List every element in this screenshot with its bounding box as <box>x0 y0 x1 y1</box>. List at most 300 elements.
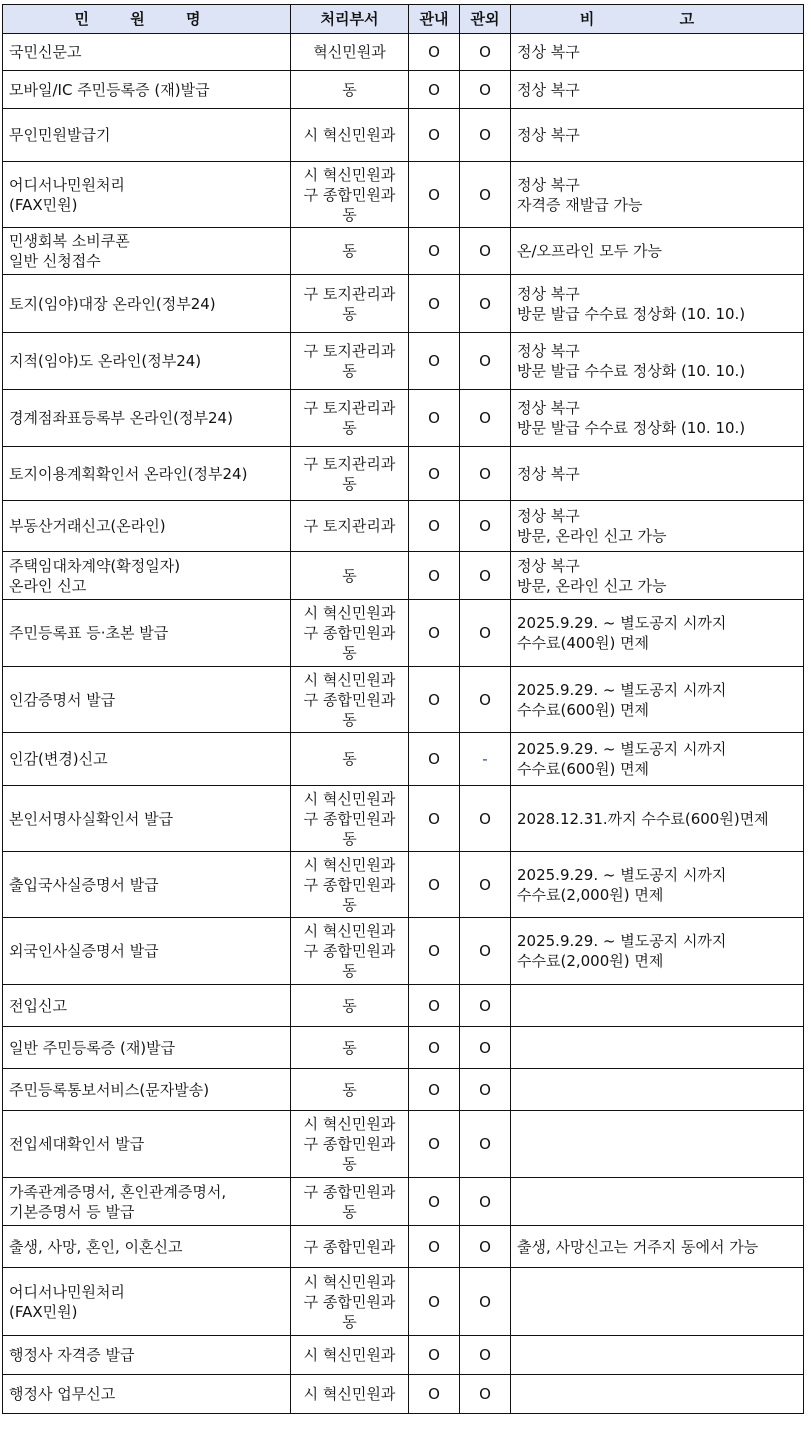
cell-remarks <box>511 1178 804 1226</box>
cell-out-jurisdiction <box>460 1069 511 1111</box>
cell-service-name <box>3 333 291 390</box>
civil-service-status-table <box>2 4 804 1414</box>
cell-out-jurisdiction-value: O <box>479 294 491 313</box>
cell-out-jurisdiction-value: O <box>479 1192 491 1211</box>
cell-service-name <box>3 1027 291 1069</box>
cell-in-jurisdiction <box>409 1178 460 1226</box>
cell-service-name-line: 행정사 업무신고 <box>9 1385 116 1403</box>
table-row <box>3 34 804 71</box>
cell-out-jurisdiction-value: - <box>482 750 488 768</box>
cell-service-name-line: 모바일/IC 주민등록증 (재)발급 <box>9 80 210 99</box>
cell-service-name <box>3 1226 291 1268</box>
cell-in-jurisdiction-value: O <box>428 43 440 61</box>
cell-remarks-line: 수수료(600원) 면제 <box>517 760 650 778</box>
cell-department <box>291 918 409 985</box>
cell-out-jurisdiction-value: O <box>479 464 491 483</box>
cell-out-jurisdiction-value: O <box>479 1038 491 1057</box>
cell-department-line: 시 혁신민원과 <box>303 604 396 622</box>
cell-in-jurisdiction <box>409 447 460 501</box>
cell-in-jurisdiction-value: O <box>428 1385 440 1403</box>
cell-remarks <box>511 600 804 667</box>
cell-department-line: 구 토지관리과 <box>303 517 396 535</box>
cell-service-name <box>3 501 291 552</box>
cell-remarks <box>511 1226 804 1268</box>
cell-in-jurisdiction-value: O <box>428 1080 440 1099</box>
cell-department-line: 동 <box>342 1202 357 1221</box>
cell-remarks <box>511 390 804 447</box>
table-header-row <box>3 5 804 34</box>
cell-service-name-line: (FAX민원) <box>9 195 78 214</box>
cell-department-line: 동 <box>342 419 357 437</box>
cell-remarks-line: 정상 복구 <box>517 464 580 483</box>
cell-department-line: 구 종합민원과 <box>303 690 396 709</box>
cell-out-jurisdiction <box>460 333 511 390</box>
cell-department-line: 동 <box>342 1038 357 1057</box>
cell-in-jurisdiction <box>409 552 460 600</box>
cell-out-jurisdiction <box>460 1268 511 1336</box>
cell-department <box>291 228 409 275</box>
table-row <box>3 600 804 667</box>
cell-in-jurisdiction <box>409 733 460 786</box>
cell-service-name-line: 어디서나민원처리 <box>9 1282 125 1301</box>
cell-in-jurisdiction-value: O <box>428 1135 440 1153</box>
cell-out-jurisdiction-value: O <box>479 185 491 204</box>
cell-service-name-line: 무인민원발급기 <box>9 126 111 144</box>
cell-in-jurisdiction-value: O <box>428 624 440 642</box>
cell-remarks-line: 2025.9.29. ~ 별도공지 시까지 <box>517 740 727 758</box>
cell-out-jurisdiction-value: O <box>479 242 491 260</box>
cell-department-line: 시 혁신민원과 <box>303 1385 396 1403</box>
cell-service-name <box>3 552 291 600</box>
cell-remarks <box>511 109 804 162</box>
cell-service-name-line: 인감증명서 발급 <box>9 690 116 709</box>
cell-service-name <box>3 918 291 985</box>
cell-in-jurisdiction <box>409 600 460 667</box>
cell-in-jurisdiction-value: O <box>428 80 440 99</box>
cell-remarks <box>511 1027 804 1069</box>
cell-department-line: 구 종합민원과 <box>303 1135 396 1153</box>
cell-service-name-line: 출생, 사망, 혼인, 이혼신고 <box>9 1237 183 1256</box>
cell-service-name-line: 일반 신청접수 <box>9 252 101 270</box>
cell-service-name-line: 출입국사실증명서 발급 <box>9 875 159 894</box>
cell-in-jurisdiction <box>409 852 460 918</box>
cell-department-line: 구 종합민원과 <box>303 1182 396 1201</box>
table-row <box>3 162 804 228</box>
cell-service-name-line: 일반 주민등록증 (재)발급 <box>9 1038 176 1057</box>
cell-out-jurisdiction-value: O <box>479 80 491 99</box>
table-row <box>3 1336 804 1375</box>
cell-department-line: 구 종합민원과 <box>303 624 396 642</box>
cell-out-jurisdiction <box>460 228 511 275</box>
cell-out-jurisdiction <box>460 786 511 852</box>
cell-service-name-line: 행정사 자격증 발급 <box>9 1346 135 1364</box>
table-row <box>3 985 804 1027</box>
cell-department-line: 동 <box>342 242 357 260</box>
cell-department <box>291 1336 409 1375</box>
cell-out-jurisdiction-value: O <box>479 126 491 144</box>
cell-remarks-line: 방문, 온라인 신고 가능 <box>517 527 667 545</box>
cell-in-jurisdiction <box>409 1069 460 1111</box>
cell-in-jurisdiction-value: O <box>428 809 440 828</box>
cell-in-jurisdiction <box>409 71 460 109</box>
cell-out-jurisdiction <box>460 733 511 786</box>
cell-remarks-line: 정상 복구 <box>517 284 580 303</box>
cell-department <box>291 852 409 918</box>
cell-service-name-line: 주민등록표 등·초본 발급 <box>9 624 169 642</box>
cell-out-jurisdiction <box>460 71 511 109</box>
cell-out-jurisdiction <box>460 501 511 552</box>
cell-out-jurisdiction <box>460 1226 511 1268</box>
cell-in-jurisdiction <box>409 162 460 228</box>
cell-department <box>291 1178 409 1226</box>
table-row <box>3 852 804 918</box>
cell-remarks-line: 온/오프라인 모두 가능 <box>517 242 663 260</box>
cell-service-name <box>3 109 291 162</box>
cell-department-line: 구 토지관리과 <box>303 399 396 417</box>
cell-in-jurisdiction-value: O <box>428 942 440 960</box>
cell-remarks-line: 정상 복구 <box>517 399 580 417</box>
cell-department-line: 동 <box>342 80 357 99</box>
cell-service-name-line: 외국인사실증명서 발급 <box>9 942 159 960</box>
cell-in-jurisdiction-value: O <box>428 1292 440 1311</box>
cell-service-name <box>3 600 291 667</box>
cell-department <box>291 34 409 71</box>
cell-in-jurisdiction <box>409 390 460 447</box>
cell-remarks <box>511 333 804 390</box>
cell-department-line: 구 토지관리과 <box>303 284 396 303</box>
cell-in-jurisdiction-value: O <box>428 1346 440 1364</box>
table-row <box>3 1178 804 1226</box>
cell-remarks-line: 정상 복구 <box>517 126 580 144</box>
cell-service-name <box>3 667 291 733</box>
cell-out-jurisdiction <box>460 1375 511 1414</box>
cell-remarks-line: 2025.9.29. ~ 별도공지 시까지 <box>517 614 727 632</box>
cell-out-jurisdiction <box>460 109 511 162</box>
cell-out-jurisdiction <box>460 34 511 71</box>
cell-out-jurisdiction-value: O <box>479 996 491 1015</box>
cell-department <box>291 985 409 1027</box>
cell-service-name-line: 전입세대확인서 발급 <box>9 1135 145 1153</box>
cell-out-jurisdiction-value: O <box>479 1292 491 1311</box>
cell-remarks-line: 수수료(600원) 면제 <box>517 700 650 719</box>
table-row <box>3 333 804 390</box>
header-in-jurisdiction: 관내 <box>409 5 460 34</box>
cell-out-jurisdiction-value: O <box>479 409 491 427</box>
cell-remarks-line: 정상 복구 <box>517 80 580 99</box>
cell-out-jurisdiction <box>460 600 511 667</box>
cell-department-line: 시 혁신민원과 <box>303 789 396 808</box>
cell-out-jurisdiction-value: O <box>479 1135 491 1153</box>
cell-remarks-line: 정상 복구 <box>517 43 580 61</box>
cell-out-jurisdiction <box>460 162 511 228</box>
cell-remarks <box>511 985 804 1027</box>
cell-remarks <box>511 275 804 333</box>
cell-service-name <box>3 1268 291 1336</box>
cell-in-jurisdiction-value: O <box>428 690 440 709</box>
cell-out-jurisdiction-value: O <box>479 43 491 61</box>
cell-department-line: 동 <box>342 1155 357 1173</box>
cell-department-line: 동 <box>342 750 357 768</box>
cell-out-jurisdiction <box>460 1178 511 1226</box>
cell-out-jurisdiction-value: O <box>479 1385 491 1403</box>
cell-in-jurisdiction <box>409 1111 460 1178</box>
cell-in-jurisdiction-value: O <box>428 566 440 585</box>
cell-in-jurisdiction <box>409 333 460 390</box>
cell-in-jurisdiction <box>409 228 460 275</box>
cell-remarks <box>511 918 804 985</box>
cell-department <box>291 1375 409 1414</box>
cell-remarks <box>511 228 804 275</box>
cell-out-jurisdiction-value: O <box>479 352 491 370</box>
cell-remarks <box>511 162 804 228</box>
cell-department <box>291 733 409 786</box>
cell-remarks-line: 수수료(2,000원) 면제 <box>517 885 664 904</box>
cell-service-name-line: 토지이용계획확인서 온라인(정부24) <box>9 464 248 483</box>
cell-department-line: 동 <box>342 304 357 323</box>
table-row <box>3 447 804 501</box>
cell-in-jurisdiction-value: O <box>428 185 440 204</box>
cell-out-jurisdiction <box>460 447 511 501</box>
cell-remarks-line: 정상 복구 <box>517 507 580 525</box>
cell-service-name <box>3 985 291 1027</box>
cell-service-name <box>3 275 291 333</box>
cell-remarks-line: 자격증 재발급 가능 <box>517 195 643 214</box>
cell-remarks <box>511 1336 804 1375</box>
cell-service-name <box>3 733 291 786</box>
cell-service-name <box>3 228 291 275</box>
cell-department-line: 시 혁신민원과 <box>303 922 396 940</box>
cell-out-jurisdiction <box>460 985 511 1027</box>
cell-department-line: 동 <box>342 895 357 914</box>
cell-remarks <box>511 786 804 852</box>
cell-out-jurisdiction-value: O <box>479 566 491 585</box>
cell-remarks <box>511 552 804 600</box>
cell-department <box>291 501 409 552</box>
cell-department <box>291 333 409 390</box>
cell-remarks-line: 정상 복구 <box>517 175 580 194</box>
cell-service-name <box>3 852 291 918</box>
table-row <box>3 1027 804 1069</box>
cell-service-name-line: 기본증명서 등 발급 <box>9 1202 135 1221</box>
cell-remarks-line: 방문 발급 수수료 정상화 (10. 10.) <box>517 362 746 380</box>
cell-department-line: 구 종합민원과 <box>303 809 396 828</box>
cell-out-jurisdiction <box>460 1027 511 1069</box>
cell-department <box>291 162 409 228</box>
cell-department-line: 구 종합민원과 <box>303 942 396 960</box>
cell-remarks <box>511 667 804 733</box>
cell-in-jurisdiction-value: O <box>428 352 440 370</box>
cell-in-jurisdiction <box>409 275 460 333</box>
cell-department <box>291 275 409 333</box>
cell-remarks-line: 2025.9.29. ~ 별도공지 시까지 <box>517 865 727 884</box>
cell-remarks <box>511 1069 804 1111</box>
cell-service-name <box>3 71 291 109</box>
cell-remarks-line: 수수료(2,000원) 면제 <box>517 952 664 970</box>
header-remarks: 비 고 <box>511 5 804 34</box>
cell-service-name <box>3 34 291 71</box>
cell-in-jurisdiction <box>409 1336 460 1375</box>
cell-service-name-line: 인감(변경)신고 <box>9 750 108 768</box>
cell-in-jurisdiction <box>409 786 460 852</box>
cell-in-jurisdiction-value: O <box>428 464 440 483</box>
cell-in-jurisdiction-value: O <box>428 126 440 144</box>
cell-remarks-line: 정상 복구 <box>517 342 580 360</box>
cell-department <box>291 71 409 109</box>
cell-department-line: 시 혁신민원과 <box>303 1272 396 1291</box>
cell-out-jurisdiction-value: O <box>479 690 491 709</box>
cell-remarks-line: 수수료(400원) 면제 <box>517 634 650 652</box>
cell-remarks <box>511 1268 804 1336</box>
table-row <box>3 228 804 275</box>
cell-out-jurisdiction <box>460 390 511 447</box>
cell-department-line: 구 종합민원과 <box>303 1292 396 1311</box>
cell-in-jurisdiction-value: O <box>428 294 440 313</box>
cell-in-jurisdiction-value: O <box>428 1237 440 1256</box>
cell-department-line: 시 혁신민원과 <box>303 1346 396 1364</box>
cell-service-name <box>3 162 291 228</box>
cell-service-name <box>3 447 291 501</box>
header-out-jurisdiction: 관외 <box>460 5 511 34</box>
table-row <box>3 1226 804 1268</box>
cell-in-jurisdiction-value: O <box>428 875 440 894</box>
table-row <box>3 918 804 985</box>
cell-remarks-line: 방문, 온라인 신고 가능 <box>517 576 667 595</box>
cell-service-name-line: (FAX민원) <box>9 1302 78 1321</box>
cell-in-jurisdiction <box>409 34 460 71</box>
table-row <box>3 1375 804 1414</box>
cell-department <box>291 1069 409 1111</box>
cell-department-line: 동 <box>342 1312 357 1331</box>
cell-service-name <box>3 786 291 852</box>
cell-service-name-line: 국민신문고 <box>9 43 82 61</box>
cell-out-jurisdiction <box>460 667 511 733</box>
cell-department-line: 동 <box>342 996 357 1015</box>
table-row <box>3 390 804 447</box>
cell-service-name-line: 민생회복 소비쿠폰 <box>9 232 130 250</box>
cell-department-line: 동 <box>342 1080 357 1099</box>
cell-department-line: 동 <box>342 474 357 493</box>
cell-service-name <box>3 1069 291 1111</box>
cell-department-line: 구 종합민원과 <box>303 1237 396 1256</box>
cell-remarks-line: 2025.9.29. ~ 별도공지 시까지 <box>517 680 727 699</box>
cell-service-name-line: 본인서명사실확인서 발급 <box>9 809 174 828</box>
cell-department-line: 동 <box>342 962 357 980</box>
cell-in-jurisdiction <box>409 985 460 1027</box>
cell-department-line: 시 혁신민원과 <box>303 165 396 184</box>
cell-remarks-line: 정상 복구 <box>517 556 580 575</box>
cell-out-jurisdiction <box>460 918 511 985</box>
cell-department <box>291 667 409 733</box>
cell-remarks <box>511 733 804 786</box>
cell-in-jurisdiction <box>409 1268 460 1336</box>
cell-department-line: 동 <box>342 829 357 848</box>
table-row <box>3 71 804 109</box>
cell-remarks <box>511 852 804 918</box>
cell-remarks <box>511 501 804 552</box>
cell-in-jurisdiction <box>409 1226 460 1268</box>
table-row <box>3 552 804 600</box>
table-body <box>3 34 804 1414</box>
cell-department-line: 구 종합민원과 <box>303 875 396 894</box>
cell-in-jurisdiction <box>409 109 460 162</box>
cell-department <box>291 390 409 447</box>
table-row <box>3 1111 804 1178</box>
cell-department-line: 동 <box>342 205 357 224</box>
cell-service-name-line: 주택임대차계약(확정일자) <box>9 556 181 575</box>
cell-remarks-line: 2028.12.31.까지 수수료(600원)면제 <box>517 809 769 828</box>
cell-out-jurisdiction-value: O <box>479 875 491 894</box>
cell-out-jurisdiction-value: O <box>479 517 491 535</box>
header-service-name: 민 원 명 <box>3 5 291 34</box>
cell-department <box>291 600 409 667</box>
cell-service-name-line: 가족관계증명서, 혼인관계증명서, <box>9 1182 227 1201</box>
cell-out-jurisdiction <box>460 275 511 333</box>
cell-department-line: 구 종합민원과 <box>303 185 396 204</box>
cell-out-jurisdiction-value: O <box>479 624 491 642</box>
table-row <box>3 733 804 786</box>
cell-remarks <box>511 447 804 501</box>
cell-remarks <box>511 34 804 71</box>
cell-service-name-line: 토지(임야)대장 온라인(정부24) <box>9 294 216 313</box>
cell-in-jurisdiction <box>409 1375 460 1414</box>
cell-service-name-line: 지적(임야)도 온라인(정부24) <box>9 352 202 370</box>
cell-service-name <box>3 1336 291 1375</box>
table-row <box>3 275 804 333</box>
cell-in-jurisdiction-value: O <box>428 1038 440 1057</box>
cell-service-name-line: 온라인 신고 <box>9 576 87 595</box>
table-row <box>3 667 804 733</box>
table-row <box>3 1268 804 1336</box>
table-row <box>3 501 804 552</box>
cell-in-jurisdiction-value: O <box>428 996 440 1015</box>
cell-service-name-line: 어디서나민원처리 <box>9 175 125 194</box>
cell-out-jurisdiction-value: O <box>479 942 491 960</box>
cell-service-name-line: 부동산거래신고(온라인) <box>9 517 166 535</box>
cell-remarks <box>511 71 804 109</box>
cell-service-name <box>3 390 291 447</box>
cell-department-line: 구 토지관리과 <box>303 454 396 473</box>
cell-out-jurisdiction <box>460 1111 511 1178</box>
cell-department-line: 동 <box>342 644 357 662</box>
table-row <box>3 1069 804 1111</box>
cell-department <box>291 786 409 852</box>
cell-out-jurisdiction <box>460 1336 511 1375</box>
cell-in-jurisdiction-value: O <box>428 750 440 768</box>
cell-out-jurisdiction-value: O <box>479 809 491 828</box>
cell-service-name <box>3 1111 291 1178</box>
cell-in-jurisdiction <box>409 501 460 552</box>
cell-service-name <box>3 1375 291 1414</box>
table-row <box>3 786 804 852</box>
cell-in-jurisdiction-value: O <box>428 1192 440 1211</box>
cell-service-name-line: 주민등록통보서비스(문자발송) <box>9 1080 210 1099</box>
cell-department <box>291 447 409 501</box>
cell-in-jurisdiction <box>409 667 460 733</box>
cell-department-line: 시 혁신민원과 <box>303 855 396 874</box>
cell-department <box>291 1226 409 1268</box>
cell-remarks <box>511 1375 804 1414</box>
cell-department-line: 동 <box>342 710 357 729</box>
cell-department <box>291 109 409 162</box>
cell-remarks-line: 방문 발급 수수료 정상화 (10. 10.) <box>517 304 746 323</box>
cell-out-jurisdiction <box>460 552 511 600</box>
cell-service-name-line: 경계점좌표등록부 온라인(정부24) <box>9 409 233 427</box>
cell-department-line: 구 토지관리과 <box>303 342 396 360</box>
cell-department <box>291 1027 409 1069</box>
cell-remarks-line: 출생, 사망신고는 거주지 동에서 가능 <box>517 1237 759 1256</box>
cell-department-line: 동 <box>342 566 357 585</box>
cell-department-line: 시 혁신민원과 <box>303 670 396 689</box>
